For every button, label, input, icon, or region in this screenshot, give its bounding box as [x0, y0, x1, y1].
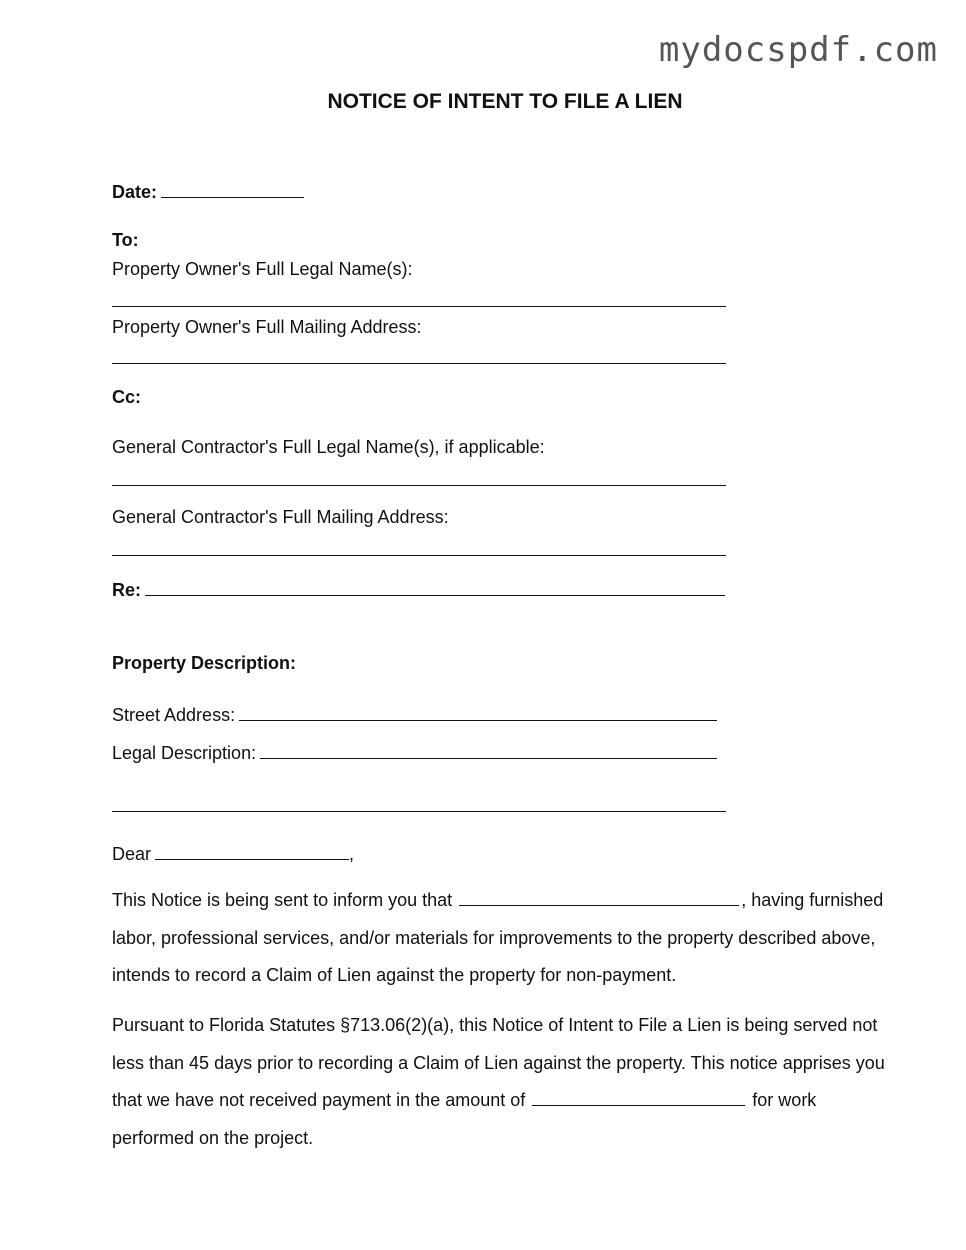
re-label: Re:	[112, 580, 142, 600]
notice-paragraph-1	[112, 882, 912, 995]
legal-description-label: Legal Description:	[112, 743, 257, 763]
cc-label: Cc:	[112, 387, 142, 407]
amount-due-field[interactable]	[532, 1087, 745, 1106]
owner-address-label: Property Owner's Full Mailing Address:	[112, 317, 422, 337]
document-title: NOTICE OF INTENT TO FILE A LIEN	[327, 90, 683, 113]
re-field[interactable]	[145, 577, 725, 596]
notice-paragraph-2	[112, 1007, 892, 1157]
re-row	[112, 577, 725, 601]
legal-description-field[interactable]	[260, 740, 717, 759]
salutation-comma: ,	[349, 844, 355, 864]
claimant-name-field[interactable]	[459, 887, 739, 906]
para2-text-end: for work performed on the project.	[112, 1090, 817, 1148]
gc-name-field[interactable]	[112, 485, 726, 486]
owner-address-field[interactable]	[112, 363, 726, 364]
street-address-field[interactable]	[239, 702, 717, 721]
date-field[interactable]	[161, 179, 304, 198]
date-row	[112, 179, 304, 203]
legal-description-field-continued[interactable]	[112, 811, 726, 812]
para2-text-start: Pursuant to Florida Statutes §713.06(2)(a), this Notice of Intent to File a Lien is being served not less than 45 days prior to recording a Claim of Lien against the property. This notice apprises you that we have not received payment in the amount of	[112, 1015, 885, 1110]
salutation-row	[112, 841, 354, 865]
para1-text-start: This Notice is being sent to inform you that	[112, 890, 453, 910]
watermark: mydocspdf.com	[658, 30, 938, 70]
owner-name-label: Property Owner's Full Legal Name(s):	[112, 259, 413, 279]
property-description-heading: Property Description:	[112, 653, 297, 673]
gc-address-field[interactable]	[112, 555, 726, 556]
gc-address-label: General Contractor's Full Mailing Address:	[112, 507, 449, 527]
legal-description-row	[112, 740, 717, 764]
dear-label: Dear	[112, 844, 152, 864]
to-label: To:	[112, 230, 139, 250]
street-address-label: Street Address:	[112, 705, 236, 725]
street-address-row	[112, 702, 717, 726]
recipient-name-field[interactable]	[155, 841, 349, 860]
gc-name-label: General Contractor's Full Legal Name(s), if applicable:	[112, 437, 545, 457]
para1-text-end: , having furnished labor, professional services, and/or materials for improvements to the property described above, intends to record a Claim of Lien against the property for non-payment.	[112, 890, 884, 985]
date-label: Date:	[112, 182, 158, 202]
owner-name-field[interactable]	[112, 306, 726, 307]
